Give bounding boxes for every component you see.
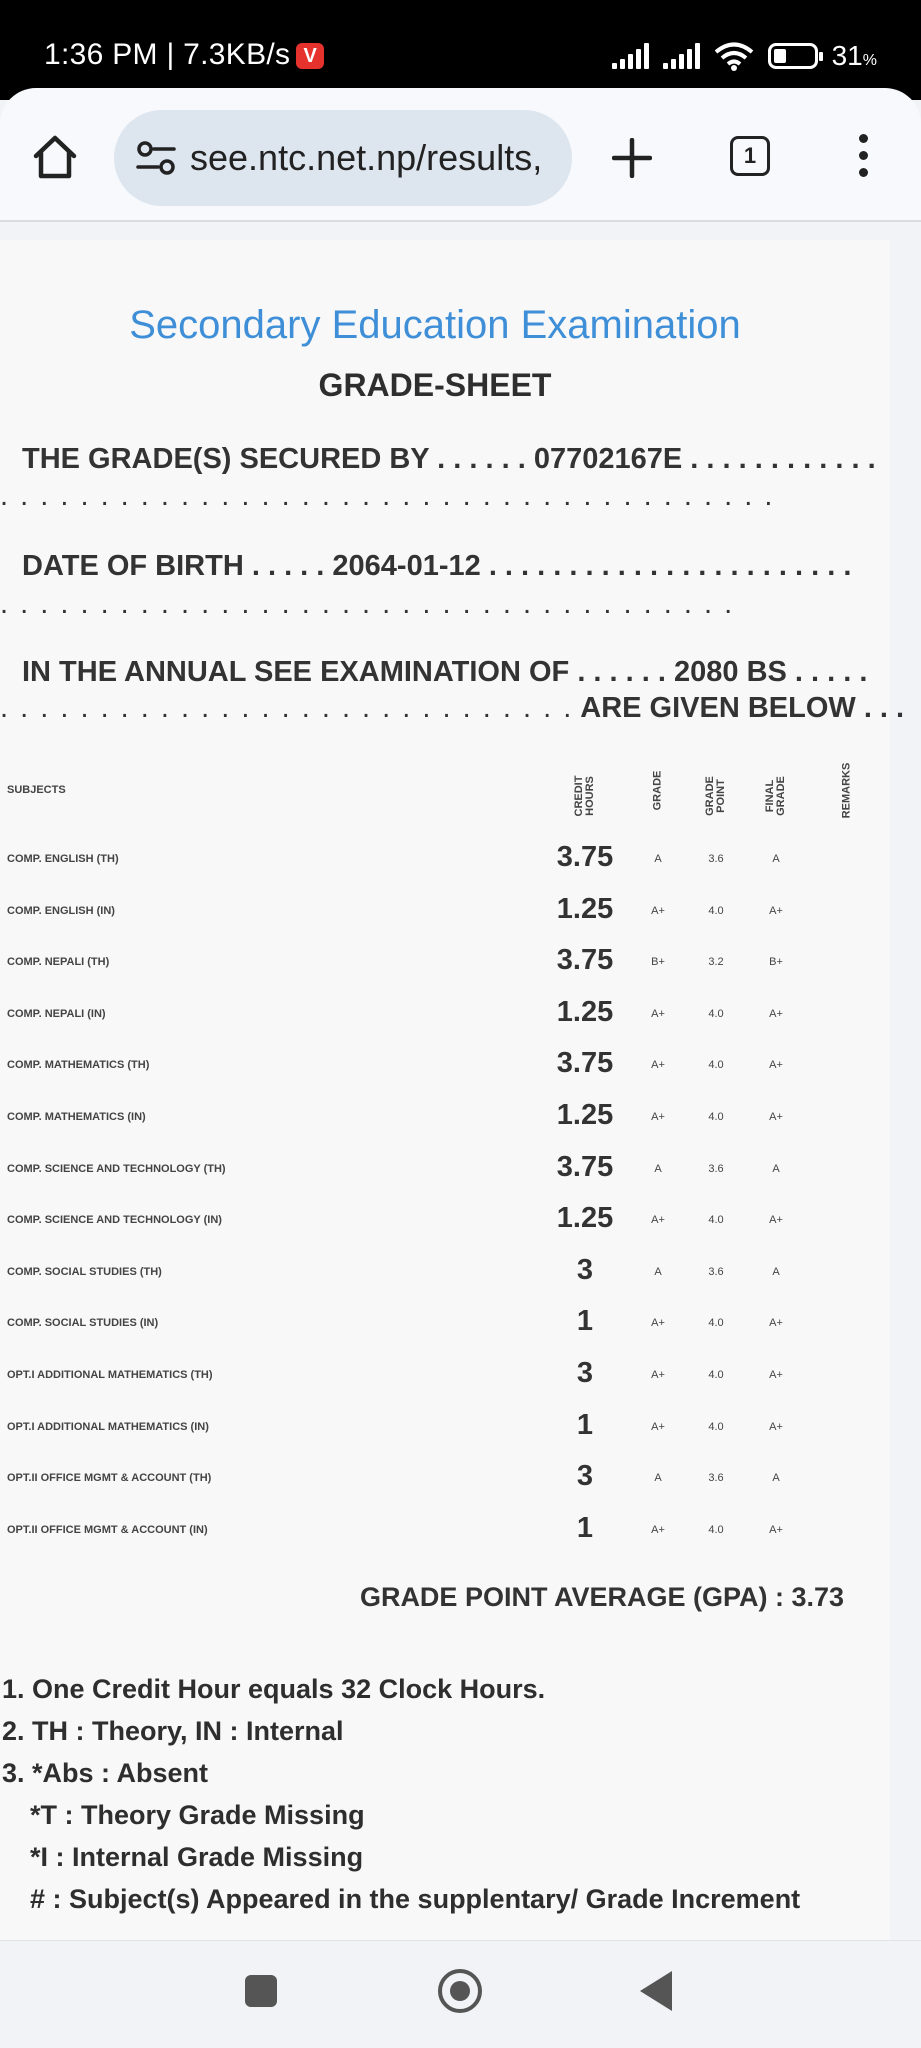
subject-cell: COMP. MATHEMATICS (TH) [7, 1059, 150, 1072]
header-grade: GRADE [651, 770, 664, 811]
url-text[interactable]: see.ntc.net.np/results, [190, 137, 543, 178]
recent-apps-icon[interactable] [245, 1975, 277, 2007]
note-item: 1. One Credit Hour equals 32 Clock Hours. [2, 1674, 546, 1704]
new-tab-icon[interactable] [612, 138, 652, 178]
credit-hours-cell: 3.75 [556, 1047, 614, 1080]
final-grade-cell: A+ [769, 1523, 783, 1536]
grade-cell: A [654, 1472, 662, 1485]
final-grade-cell: A [772, 1265, 780, 1278]
grade-point-cell: 3.6 [708, 1472, 724, 1485]
exam-label: IN THE ANNUAL SEE EXAMINATION OF [22, 656, 570, 688]
grade-point-cell: 4.0 [708, 1523, 724, 1536]
grade-cell: A+ [651, 1007, 665, 1020]
grade-cell: B+ [651, 956, 665, 969]
grade-cell: A+ [651, 904, 665, 917]
table-row [0, 1098, 870, 1138]
note-item: *I : Internal Grade Missing [30, 1842, 364, 1872]
grade-cell: A [654, 1265, 662, 1278]
table-row [0, 1459, 870, 1499]
table-row [0, 840, 870, 880]
dob-label: DATE OF BIRTH [22, 550, 244, 582]
final-grade-cell: A+ [769, 1317, 783, 1330]
browser-toolbar [0, 88, 921, 222]
grade-point-cell: 4.0 [708, 1420, 724, 1433]
header-credit-hours: CREDIT HOURS [573, 775, 596, 817]
signal-2-icon [663, 43, 700, 69]
subject-cell: COMP. NEPALI (IN) [7, 1007, 106, 1020]
home-button-icon[interactable] [438, 1969, 482, 2013]
subject-cell: OPT.I ADDITIONAL MATHEMATICS (TH) [7, 1369, 213, 1381]
grade-sheet [0, 240, 905, 1940]
wifi-icon [714, 41, 754, 71]
table-row [0, 1046, 870, 1086]
final-grade-cell: A+ [769, 1007, 783, 1020]
final-grade-cell: A [772, 1472, 780, 1485]
grade-cell: A+ [651, 1523, 665, 1536]
table-row [0, 1304, 870, 1344]
more-menu-icon[interactable] [856, 134, 870, 180]
credit-hours-cell: 1.25 [556, 1099, 614, 1131]
given-below-line: . . . . . . . . . . . . . . . . . . . . . . . . . . . . . ARE GIVEN BELOW . . . [0, 692, 905, 724]
table-row [0, 1150, 870, 1190]
credit-hours-cell: 3 [576, 1460, 594, 1493]
battery-icon [768, 43, 818, 69]
site-settings-icon[interactable] [136, 141, 176, 175]
credit-hours-cell: 1 [576, 1305, 594, 1338]
status-time [44, 38, 324, 72]
grade-point-cell: 4.0 [708, 1111, 724, 1123]
header-grade-point: GRADE POINT [704, 776, 727, 816]
grade-cell: A+ [651, 1111, 665, 1123]
credit-hours-cell: 1 [576, 1408, 594, 1441]
credit-hours-cell: 3 [576, 1253, 594, 1286]
home-icon[interactable] [30, 132, 80, 182]
grade-point-cell: 4.0 [708, 904, 724, 917]
grade-point-cell: 3.2 [708, 956, 724, 969]
exam-line: IN THE ANNUAL SEE EXAMINATION OF . . . . . . 2080 BS . . . . . [22, 656, 868, 688]
address-bar[interactable] [114, 110, 572, 206]
dotted-rule: . . . . . . . . . . . . . . . . . . . . . . . . . . . . . . . . . . . . . . . [0, 480, 775, 512]
secured-by-line: THE GRADE(S) SECURED BY . . . . . . 07702167E . . . . . . . . . . . . [22, 443, 876, 475]
header-remarks: REMARKS [840, 762, 853, 819]
dob-value: 2064-01-12 [332, 550, 481, 582]
subject-cell: OPT.II OFFICE MGMT & ACCOUNT (TH) [7, 1472, 212, 1485]
credit-hours-cell: 1.25 [556, 892, 614, 925]
credit-hours-cell: 3.75 [556, 841, 614, 873]
status-bar [0, 0, 921, 100]
subject-cell: OPT.II OFFICE MGMT & ACCOUNT (IN) [7, 1523, 208, 1536]
subject-cell: COMP. MATHEMATICS (IN) [7, 1111, 146, 1123]
table-row [0, 1511, 870, 1551]
subject-cell: COMP. SCIENCE AND TECHNOLOGY (TH) [7, 1162, 226, 1175]
grade-point-cell: 4.0 [708, 1214, 724, 1227]
back-icon[interactable] [640, 1971, 672, 2011]
subject-cell: COMP. SCIENCE AND TECHNOLOGY (IN) [7, 1214, 222, 1227]
table-row [0, 943, 870, 983]
note-item: *T : Theory Grade Missing [30, 1800, 365, 1830]
header-subjects: SUBJECTS [7, 784, 66, 796]
exam-year: 2080 BS [674, 656, 787, 688]
grade-cell: A [654, 853, 662, 865]
table-row [0, 1356, 870, 1396]
battery-percent-value: 31 [831, 40, 863, 71]
given-below-label: ARE GIVEN BELOW [580, 692, 856, 724]
page-subtitle: GRADE-SHEET [318, 367, 552, 403]
final-grade-cell: A+ [769, 1369, 783, 1381]
final-grade-cell: A+ [769, 904, 783, 917]
final-grade-cell: A+ [769, 1420, 783, 1433]
dotted-rule: . . . . . . . . . . . . . . . . . . . . . . . . . . . . . . . . . . . . . [0, 588, 735, 620]
grade-point-cell: 3.6 [708, 1265, 724, 1278]
app-notification-icon: V [296, 43, 324, 69]
grade-point-cell: 4.0 [708, 1369, 724, 1381]
subject-cell: COMP. SOCIAL STUDIES (TH) [7, 1265, 162, 1278]
grade-cell: A+ [651, 1317, 665, 1330]
symbol-number: 07702167E [533, 443, 683, 475]
status-icons [612, 40, 877, 72]
status-time-text: 1:36 PM | 7.3KB/s [44, 38, 291, 71]
grade-point-cell: 4.0 [708, 1007, 724, 1020]
note-item: 2. TH : Theory, IN : Internal [2, 1716, 344, 1746]
grade-point-cell: 3.6 [708, 853, 724, 865]
table-row [0, 1253, 870, 1293]
final-grade-cell: B+ [769, 956, 783, 969]
table-row [0, 1201, 870, 1241]
grade-cell: A+ [651, 1369, 665, 1381]
grade-point-cell: 3.6 [708, 1162, 724, 1175]
final-grade-cell: A+ [769, 1214, 783, 1227]
page-title: Secondary Education Examination [129, 303, 741, 347]
subject-cell: COMP. SOCIAL STUDIES (IN) [7, 1317, 159, 1330]
grade-cell: A+ [651, 1214, 665, 1227]
system-nav-bar [0, 1940, 921, 2048]
gpa-summary: GRADE POINT AVERAGE (GPA) : 3.73 [359, 1582, 844, 1612]
note-item: 3. *Abs : Absent [2, 1758, 209, 1788]
subject-cell: COMP. NEPALI (TH) [7, 956, 110, 969]
credit-hours-cell: 1.25 [556, 995, 614, 1028]
grade-cell: A+ [651, 1420, 665, 1433]
final-grade-cell: A+ [769, 1111, 783, 1123]
table-row [0, 995, 870, 1035]
credit-hours-cell: 3 [576, 1357, 594, 1389]
grade-cell: A [654, 1162, 662, 1175]
grade-cell: A+ [651, 1059, 665, 1072]
note-item: # : Subject(s) Appeared in the supplentary/ Grade Increment [30, 1884, 801, 1914]
battery-percent [832, 40, 877, 72]
table-row [0, 1408, 870, 1448]
credit-hours-cell: 1 [576, 1511, 594, 1544]
subject-cell: COMP. ENGLISH (TH) [7, 853, 119, 865]
final-grade-cell: A+ [769, 1059, 783, 1072]
subject-cell: COMP. ENGLISH (IN) [7, 904, 115, 917]
battery-level [774, 49, 786, 63]
signal-1-icon [612, 43, 649, 69]
final-grade-cell: A [772, 1162, 780, 1175]
credit-hours-cell: 1.25 [556, 1202, 614, 1235]
table-row [0, 892, 870, 932]
credit-hours-cell: 3.75 [556, 1150, 614, 1183]
header-final-grade: FINAL GRADE [764, 776, 787, 816]
tab-switcher-button[interactable]: 1 [730, 136, 770, 176]
dob-line: DATE OF BIRTH . . . . . 2064-01-12 . . . . . . . . . . . . . . . . . . . . . . . [22, 550, 852, 582]
grade-point-cell: 4.0 [708, 1317, 724, 1330]
battery-percent-unit: % [862, 52, 877, 69]
secured-by-label: THE GRADE(S) SECURED BY [22, 443, 430, 475]
subject-cell: OPT.I ADDITIONAL MATHEMATICS (IN) [7, 1420, 209, 1433]
credit-hours-cell: 3.75 [556, 944, 614, 977]
final-grade-cell: A [772, 853, 780, 865]
grade-point-cell: 4.0 [708, 1059, 724, 1072]
